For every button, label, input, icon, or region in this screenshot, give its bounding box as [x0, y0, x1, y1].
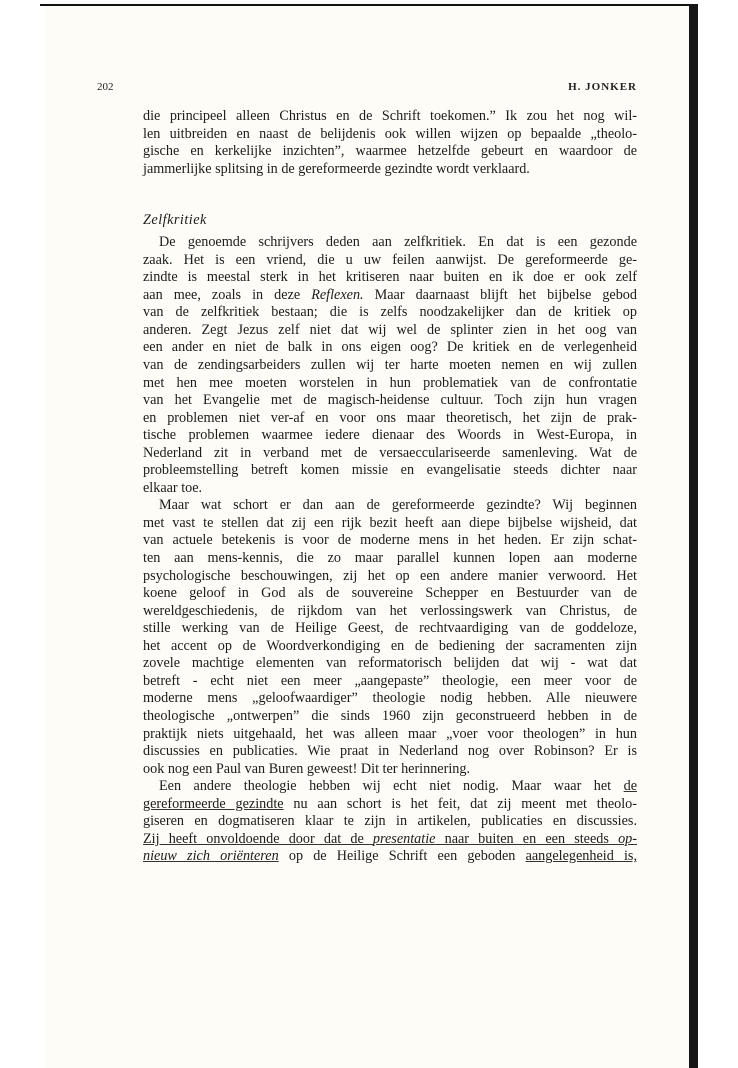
text-line: psychologische beschouwingen, zij het op een andere manier verwoord. Het — [143, 567, 637, 584]
text-line: koene geloof in God als de souvereine Schepper en Bestuurder van de — [143, 585, 637, 602]
text-line: zovele machtige elementen van reformatorisch belijden dat wij - wat dat — [143, 655, 637, 672]
text-line: zindte is meestal sterk in het kritiseren naar buiten en ik doe er ook zelf — [143, 269, 637, 286]
text-line: Een andere theologie hebben wij echt niet nodig. Maar waar het de — [159, 778, 637, 795]
underlined-text: de — [623, 778, 637, 795]
underlined-text: Zij heeft onvoldoende door dat de — [143, 830, 373, 847]
text-line: die principeel alleen Christus en de Schrift toekomen.” Ik zou het nog wil- — [143, 108, 637, 124]
underlined-text: aangelegenheid is, — [525, 848, 637, 865]
page-number: 202 — [97, 81, 114, 93]
text-line: jammerlijke splitsing in de gereformeerde gezindte wordt verklaard. — [143, 160, 530, 177]
text-line: len uitbreiden en naast de belijdenis ook willen wijzen op bepaalde „theolo- — [143, 125, 637, 142]
body-text — [143, 108, 637, 866]
text-line: gische en kerkelijke inzichten”, waarmee hetzelfde gebeurt en waardoor de — [143, 143, 637, 160]
text-line: theologische „ontwerpen” die sinds 1960 zijn geconstrueerd hebben in de — [143, 707, 637, 724]
text-line: elkaar toe. — [143, 479, 203, 496]
text-line: giseren en dogmatiseren klaar te zijn in artikelen, publicaties en discussies. — [143, 813, 637, 830]
text-line: probleemstelling betreft komen missie en evangelisatie steeds dichter naar — [143, 462, 637, 479]
underlined-text: gereformeerde gezindte — [143, 795, 284, 812]
text-line: anderen. Zegt Jezus zelf niet dat wij wel de splinter zien in het oog van — [143, 321, 637, 338]
text-line: van het Evangelie met de magisch-heidense cultuur. Toch zijn hun vragen — [143, 392, 637, 409]
text-line: discussies en publicaties. Wie praat in Nederland nog over Robinson? Er is — [143, 743, 637, 760]
text-line: ook nog een Paul van Buren geweest! Dit ter herinnering. — [143, 760, 471, 777]
text-line: praktijk niets uitgehaald, het was alleen maar „voer voor theologen” in hun — [143, 725, 637, 742]
page-header — [97, 81, 637, 97]
emphasis: nieuw zich oriënteren — [143, 848, 279, 865]
text-line: met vast te stellen dat zij een rijk bezit heeft aan diepe bijbelse wijsheid, dat — [143, 514, 637, 531]
text-line: van actuele betekenis is voor de moderne mens in het heden. Er zijn schat- — [143, 532, 637, 549]
emphasis: op- — [618, 830, 637, 847]
text-line: De genoemde schrijvers deden aan zelfkritiek. En dat is een gezonde — [159, 234, 637, 251]
text-line: betreft - echt niet een meer „aangepaste” theologie, een meer voor de — [143, 672, 637, 689]
text-line: ten aan mens-kennis, die zo maar parallel kunnen lopen aan moderne — [143, 550, 637, 567]
emphasis: Reflexen. — [311, 286, 364, 303]
scan-right-edge — [689, 4, 698, 1068]
text-line: wereldgeschiedenis, de rijkdom van het verlossingswerk van Christus, de — [143, 602, 637, 619]
section-heading: Zelfkritiek — [143, 212, 207, 229]
text-line: van de zelfkritiek bestaan; die is zelfs noodzakelijker dan de kritiek op — [143, 304, 637, 321]
text-line: Nederland zit in verband met de versaecculariseerde samenleving. Wat de — [143, 444, 637, 461]
text-line: het accent op de Woordverkondiging en de bediening der sacramenten zijn — [143, 637, 637, 654]
text-line: Maar wat schort er dan aan de gereformeerde gezindte? Wij beginnen — [159, 497, 637, 514]
emphasis: presentatie — [372, 830, 436, 847]
text-line: en problemen niet ver-af en voor ons maar theoretisch, het zijn de prak- — [143, 409, 637, 426]
running-head: H. JONKER — [568, 81, 637, 93]
text-line: aan mee, zoals in deze Reflexen. Maar daarnaast blijft het bijbelse gebod — [143, 286, 637, 303]
text-line: zaak. Het is een vriend, die u uw feilen aanwijst. De gereformeerde ge- — [143, 251, 637, 268]
text-line: tische problemen waarmee iedere dienaar des Woords in West-Europa, in — [143, 427, 637, 444]
text-line: gereformeerde gezindte nu aan schort is het feit, dat zij meent met theolo- — [143, 795, 637, 812]
text-line: van de zendingsarbeiders zullen wij ter harte moeten nemen en wij zullen — [143, 357, 637, 374]
text-line: moderne mens „geloofwaardiger” theologie nodig hebben. Alle nieuwere — [143, 690, 637, 707]
underlined-text: naar buiten en een steeds — [435, 830, 619, 847]
text-line: nieuw zich oriënteren op de Heilige Schrift een geboden aangelegenheid is, — [143, 848, 637, 865]
text-line: stille werking van de Heilige Geest, de rechtvaardiging van de goddeloze, — [143, 620, 637, 637]
text-line: een ander en niet de balk in ons eigen oog? De kritiek en de verlegenheid — [143, 339, 637, 356]
text-line: met hen mee moeten worstelen in hun problematiek van de confrontatie — [143, 374, 637, 391]
text-line — [143, 831, 637, 849]
